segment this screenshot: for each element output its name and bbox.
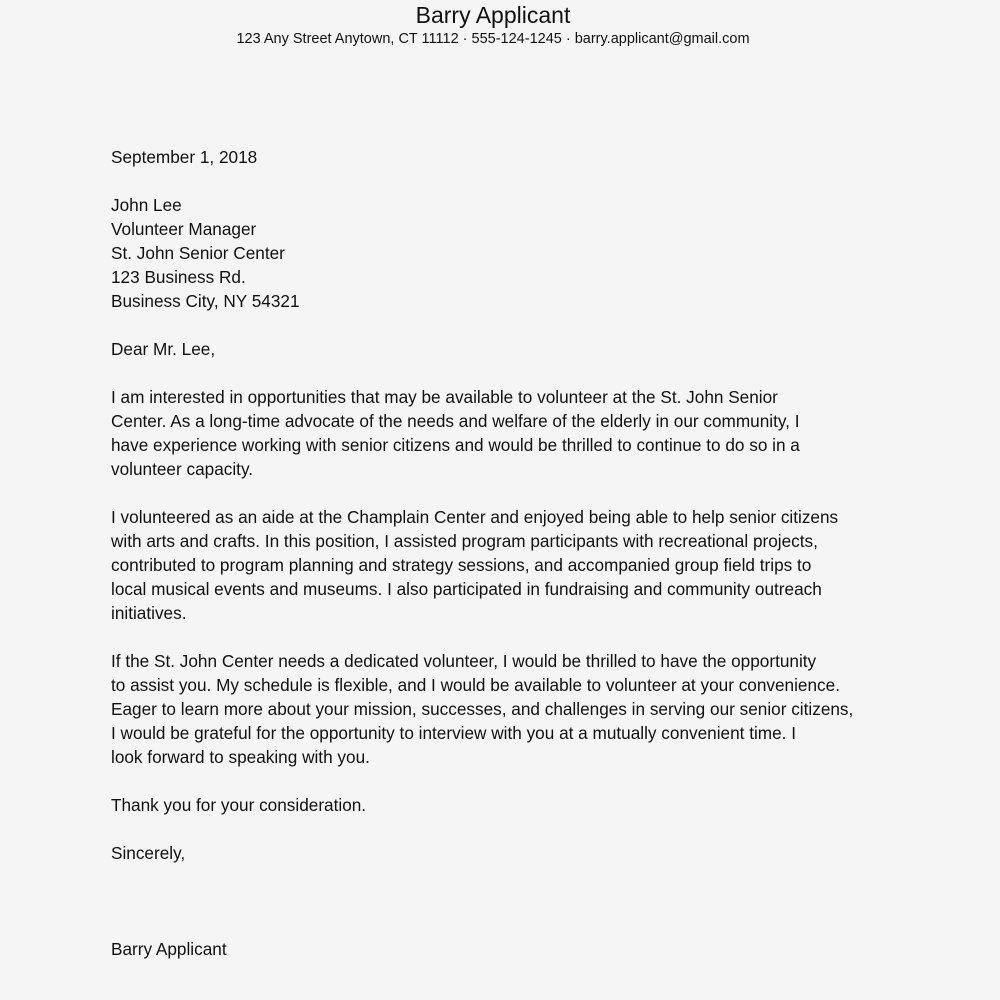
paragraph-line: initiatives. [111,603,187,623]
recipient-name: John Lee [111,195,182,215]
paragraph-2 [111,505,901,625]
paragraph-line: to assist you. My schedule is flexible, and I would be available to volunteer at your convenience. [111,675,840,695]
closing-line: Sincerely, [111,843,186,863]
paragraph-line: Eager to learn more about your mission, successes, and challenges in serving our senior citizens, [111,699,854,719]
sender-name-heading: Barry Applicant [415,2,571,28]
paragraph-line: I am interested in opportunities that may be available to volunteer at the St. John Senior [111,387,778,407]
signature-name: Barry Applicant [111,939,227,959]
paragraph-line: look forward to speaking with you. [111,747,370,767]
paragraph-line: volunteer capacity. [111,459,254,479]
recipient-address [111,193,901,313]
sender-contact-line: 123 Any Street Anytown, CT 11112 · 555-124-1245 · barry.applicant@gmail.com [236,31,750,47]
thanks-line: Thank you for your consideration. [111,795,367,815]
paragraph-line: I would be grateful for the opportunity to interview with you at a mutually convenient time. I [111,723,796,743]
paragraph-3 [111,649,901,769]
recipient-city-state-zip: Business City, NY 54321 [111,291,300,311]
paragraph-line: If the St. John Center needs a dedicated volunteer, I would be thrilled to have the opportunity [111,651,817,671]
paragraph-line: Center. As a long-time advocate of the needs and welfare of the elderly in our community, I [111,411,800,431]
recipient-title: Volunteer Manager [111,219,257,239]
letter-date: September 1, 2018 [111,147,258,167]
paragraph-line: contributed to program planning and strategy sessions, and accompanied group field trips to [111,555,812,575]
paragraph-line: with arts and crafts. In this position, I assisted program participants with recreational projects, [111,531,818,551]
letter-body [111,145,901,985]
paragraph-line: local musical events and museums. I also participated in fundraising and community outreach [111,579,822,599]
recipient-street: 123 Business Rd. [111,267,246,287]
paragraph-line: I volunteered as an aide at the Champlain Center and enjoyed being able to help senior citizens [111,507,839,527]
paragraph-line: have experience working with senior citizens and would be thrilled to continue to do so in a [111,435,800,455]
paragraph-1 [111,385,901,481]
recipient-organization: St. John Senior Center [111,243,285,263]
salutation: Dear Mr. Lee, [111,339,216,359]
